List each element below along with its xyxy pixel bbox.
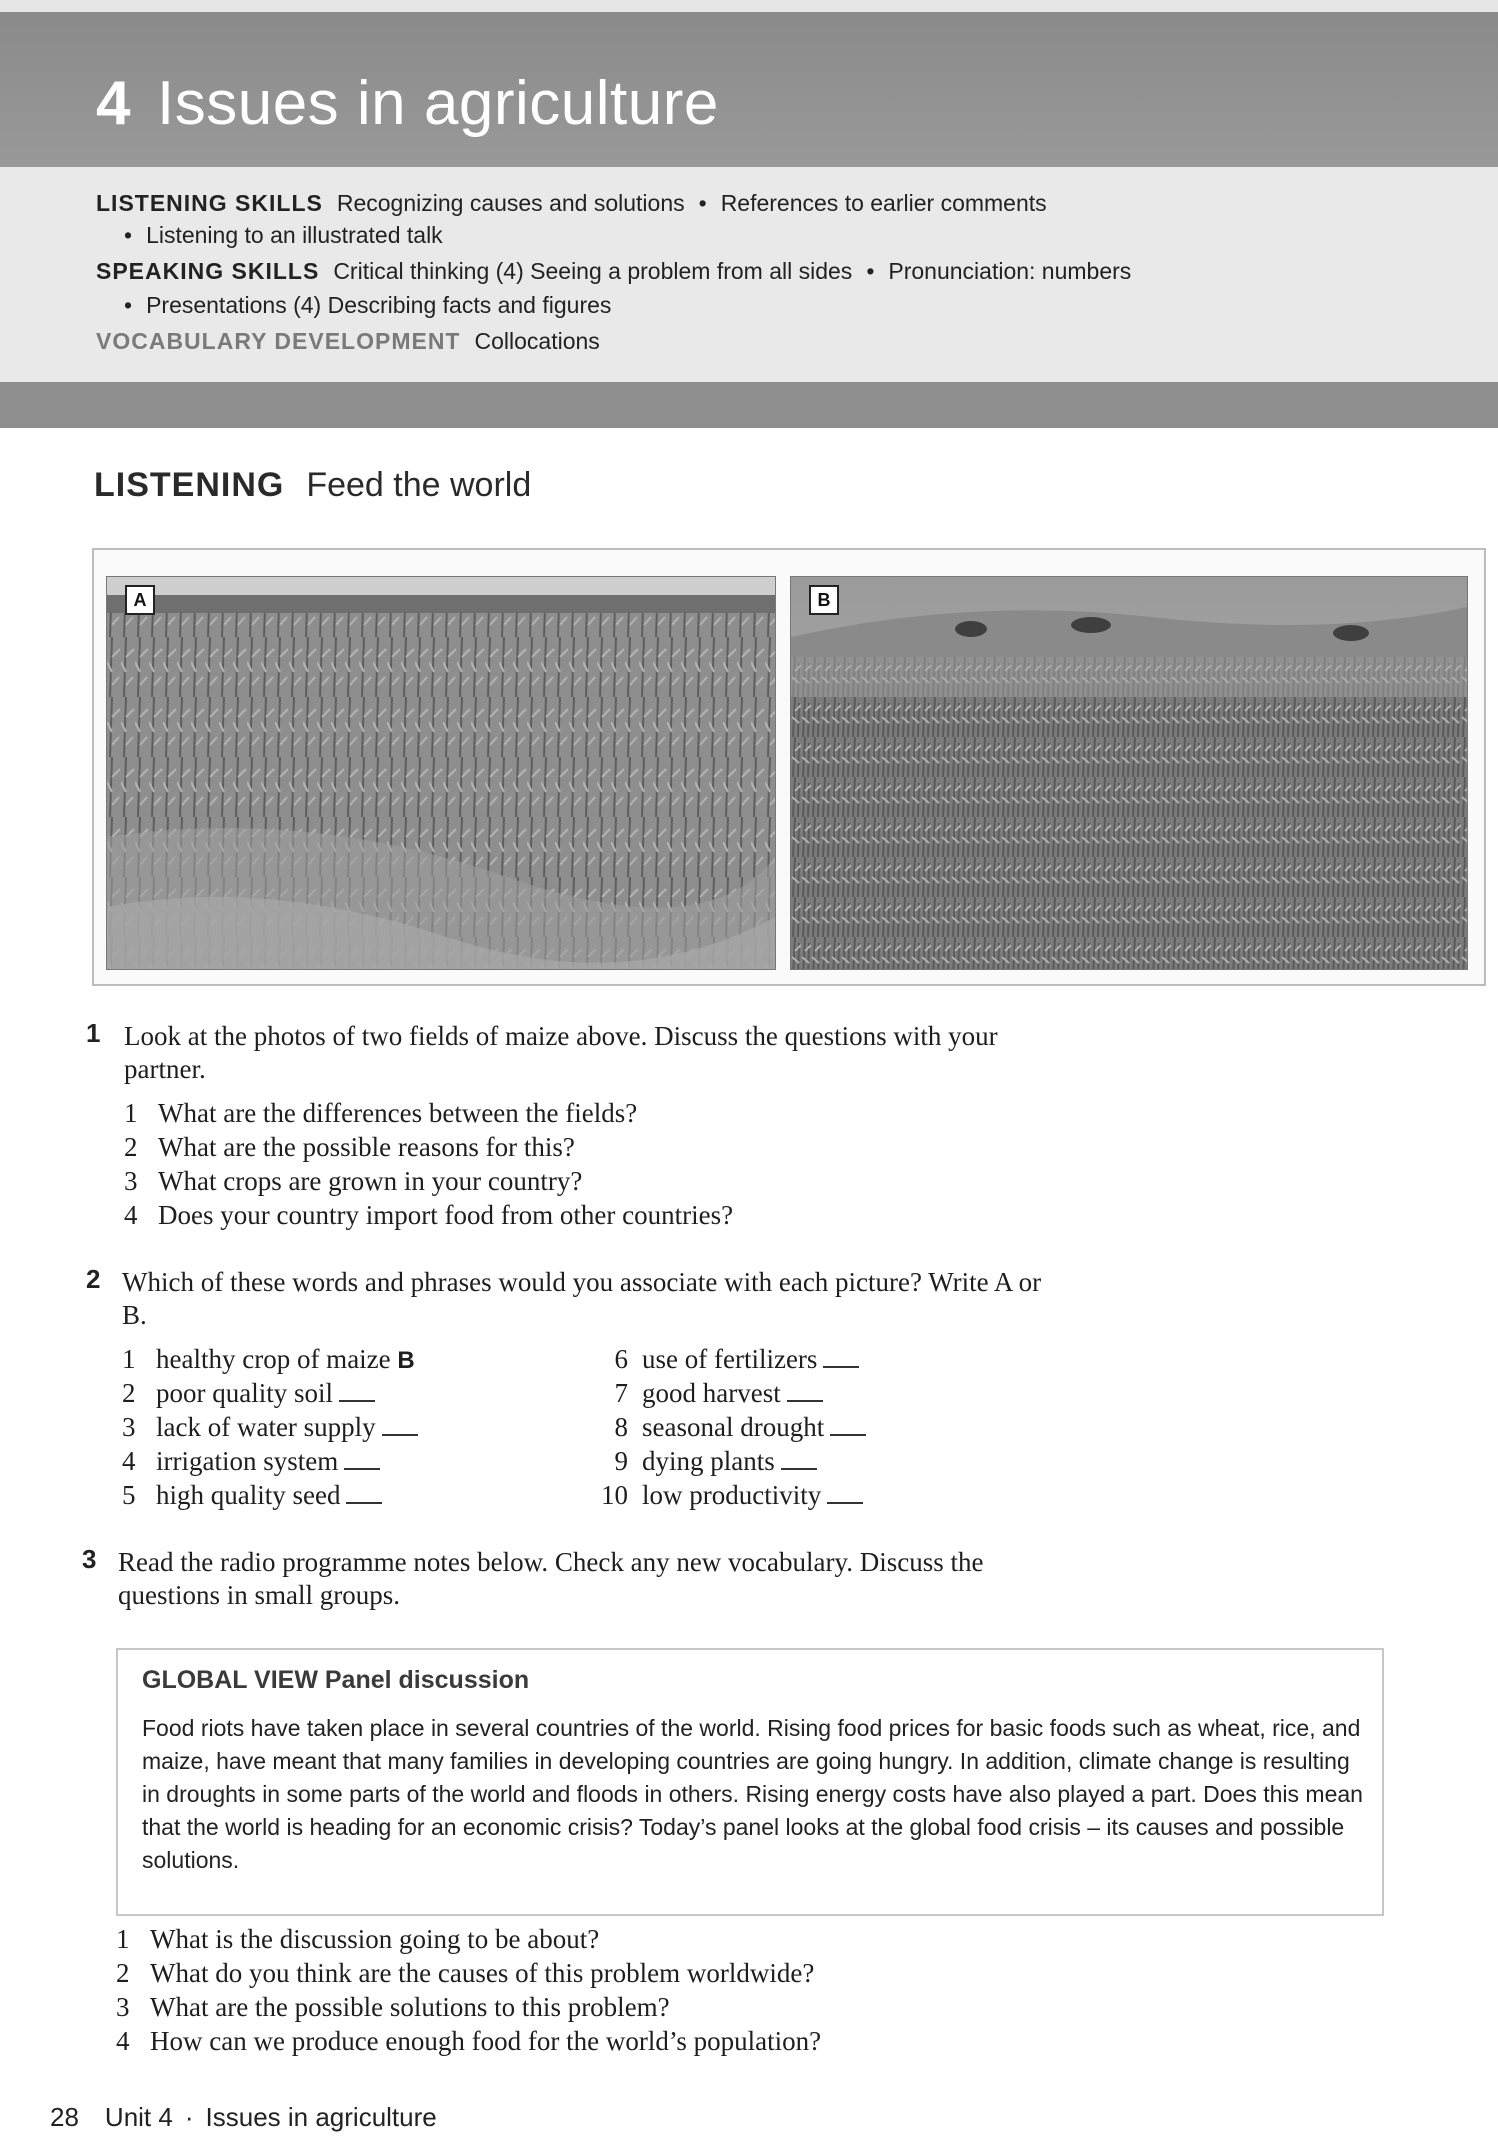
- listening-skill-item: References to earlier comments: [720, 190, 1047, 216]
- question-text: What are the differences between the fields?: [158, 1098, 638, 1128]
- question-number: 3: [116, 1992, 130, 2022]
- photo-b-healthy-maize-field: [790, 576, 1468, 970]
- exercise-2-item: [122, 1378, 375, 1409]
- exercise-1-number: 1: [86, 1018, 101, 1048]
- question-text: What do you think are the causes of this problem worldwide?: [150, 1958, 815, 1988]
- answer-blank[interactable]: [344, 1450, 380, 1470]
- answer-blank[interactable]: [382, 1416, 418, 1436]
- item-text: poor quality soil: [156, 1378, 333, 1408]
- question-number: 2: [124, 1132, 138, 1162]
- page-title: [96, 68, 719, 139]
- item-answer: B: [397, 1347, 415, 1374]
- footer-unit: Unit 4: [104, 2102, 173, 2132]
- item-text: dying plants: [642, 1446, 775, 1476]
- exercise-3-question: [116, 1992, 670, 2023]
- item-number: 10: [601, 1480, 628, 1510]
- exercise-2-item: [578, 1446, 817, 1477]
- section-keyword: LISTENING: [94, 466, 285, 504]
- question-number: 2: [116, 1958, 130, 1988]
- exercise-2-number: 2: [86, 1264, 101, 1294]
- photo-a-dry-maize-field: [106, 576, 776, 970]
- speaking-skills-line-2: [124, 292, 611, 319]
- speaking-skill-item: Pronunciation: numbers: [888, 258, 1132, 284]
- listening-skills-label: LISTENING SKILLS: [96, 190, 323, 216]
- question-text: What is the discussion going to be about?: [150, 1924, 600, 1954]
- skills-band-bottom: [0, 382, 1498, 428]
- item-number: 3: [122, 1412, 136, 1442]
- item-text: low productivity: [642, 1480, 822, 1510]
- footer-title: Issues in agriculture: [205, 2102, 437, 2132]
- question-text: What are the possible solutions to this problem?: [150, 1992, 670, 2022]
- bullet: •: [866, 258, 875, 284]
- global-view-panel: [116, 1648, 1384, 1916]
- listening-skill-item: Listening to an illustrated talk: [146, 222, 443, 248]
- exercise-2-item: [122, 1344, 415, 1375]
- item-number: 4: [122, 1446, 136, 1476]
- unit-number: 4: [96, 69, 131, 138]
- speaking-skills-label: SPEAKING SKILLS: [96, 258, 320, 284]
- answer-blank[interactable]: [830, 1416, 866, 1436]
- exercise-2-instruction: Which of these words and phrases would you associate with each picture? Write A or B.: [122, 1267, 1042, 1330]
- item-text: good harvest: [642, 1378, 781, 1408]
- bullet: •: [124, 292, 133, 318]
- exercise-1-question: [124, 1200, 733, 1231]
- item-number: 1: [122, 1344, 136, 1374]
- question-text: What are the possible reasons for this?: [158, 1132, 575, 1162]
- item-number: 8: [614, 1412, 628, 1442]
- section-title: Feed the world: [306, 466, 532, 504]
- listening-skills-line-2: [124, 222, 443, 249]
- question-text: What crops are grown in your country?: [158, 1166, 583, 1196]
- exercise-2-item: [578, 1378, 823, 1409]
- exercise-3-question: [116, 1924, 599, 1955]
- answer-blank[interactable]: [781, 1450, 817, 1470]
- question-number: 4: [124, 1200, 138, 1230]
- speaking-skill-item: Presentations (4) Describing facts and figures: [146, 292, 612, 318]
- listening-skills-line: [96, 190, 1047, 217]
- bullet: •: [124, 222, 133, 248]
- vocab-line: [96, 328, 600, 355]
- exercise-2-item: [578, 1344, 859, 1375]
- answer-blank[interactable]: [787, 1382, 823, 1402]
- item-number: 2: [122, 1378, 136, 1408]
- page-number: 28: [50, 2102, 79, 2132]
- exercise-2-item: [578, 1480, 863, 1511]
- vocab-item: Collocations: [474, 328, 600, 354]
- question-number: 1: [116, 1924, 130, 1954]
- answer-blank[interactable]: [346, 1484, 382, 1504]
- exercise-2-item: [578, 1412, 866, 1443]
- item-number: 7: [614, 1378, 628, 1408]
- answer-blank[interactable]: [339, 1382, 375, 1402]
- item-number: 9: [614, 1446, 628, 1476]
- item-number: 6: [614, 1344, 628, 1374]
- item-text: seasonal drought: [642, 1412, 825, 1442]
- panel-title: GLOBAL VIEW Panel discussion: [142, 1666, 530, 1694]
- exercise-1-question: [124, 1132, 575, 1163]
- photo-a-label: A: [125, 585, 155, 615]
- exercise-3-question: [116, 2026, 821, 2057]
- exercise-2-item: [122, 1480, 382, 1511]
- speaking-skills-line: [96, 258, 1131, 285]
- exercise-3-instruction: Read the radio programme notes below. Check any new vocabulary. Discuss the questions in small groups.: [118, 1547, 984, 1610]
- exercise-2-item: [122, 1412, 418, 1443]
- listening-skill-item: Recognizing causes and solutions: [336, 190, 685, 216]
- speaking-skill-item: Critical thinking (4) Seeing a problem from all sides: [333, 258, 853, 284]
- vocab-label: VOCABULARY DEVELOPMENT: [96, 328, 461, 354]
- exercise-1-instruction: Look at the photos of two fields of maize above. Discuss the questions with your partner.: [124, 1021, 998, 1084]
- exercise-1-question: [124, 1166, 582, 1197]
- item-text: irrigation system: [156, 1446, 339, 1476]
- item-text: healthy crop of maize: [156, 1344, 391, 1374]
- bullet: •: [698, 190, 707, 216]
- exercise-3-number: 3: [82, 1544, 97, 1574]
- panel-text: Food riots have taken place in several countries of the world. Rising food prices for basic foods such as wheat, rice, and maize, have meant that many families in developing countries are going hungry. In addition, climate change is resulting in droughts in some parts of the world and floods in others. Rising energy costs have also played a part. Does this mean that the world is heading for an economic crisis? Today’s panel looks at the global food crisis – its causes and possible solutions.: [142, 1715, 1363, 1873]
- item-text: high quality seed: [156, 1480, 341, 1510]
- exercise-2-item: [122, 1446, 380, 1477]
- item-text: lack of water supply: [156, 1412, 376, 1442]
- photo-b-label: B: [809, 585, 839, 615]
- top-edge: [0, 0, 1498, 12]
- footer-separator: ·: [184, 2102, 194, 2132]
- question-number: 4: [116, 2026, 130, 2056]
- question-number: 1: [124, 1098, 138, 1128]
- item-text: use of fertilizers: [642, 1344, 818, 1374]
- unit-title: Issues in agriculture: [156, 69, 719, 138]
- section-heading: [94, 466, 531, 505]
- exercise-1-question: [124, 1098, 637, 1129]
- page-footer: [50, 2102, 437, 2133]
- question-number: 3: [124, 1166, 138, 1196]
- exercise-3-question: [116, 1958, 814, 1989]
- question-text: How can we produce enough food for the world’s population?: [150, 2026, 822, 2056]
- question-text: Does your country import food from other countries?: [158, 1200, 734, 1230]
- answer-blank[interactable]: [823, 1348, 859, 1368]
- answer-blank[interactable]: [827, 1484, 863, 1504]
- item-number: 5: [122, 1480, 136, 1510]
